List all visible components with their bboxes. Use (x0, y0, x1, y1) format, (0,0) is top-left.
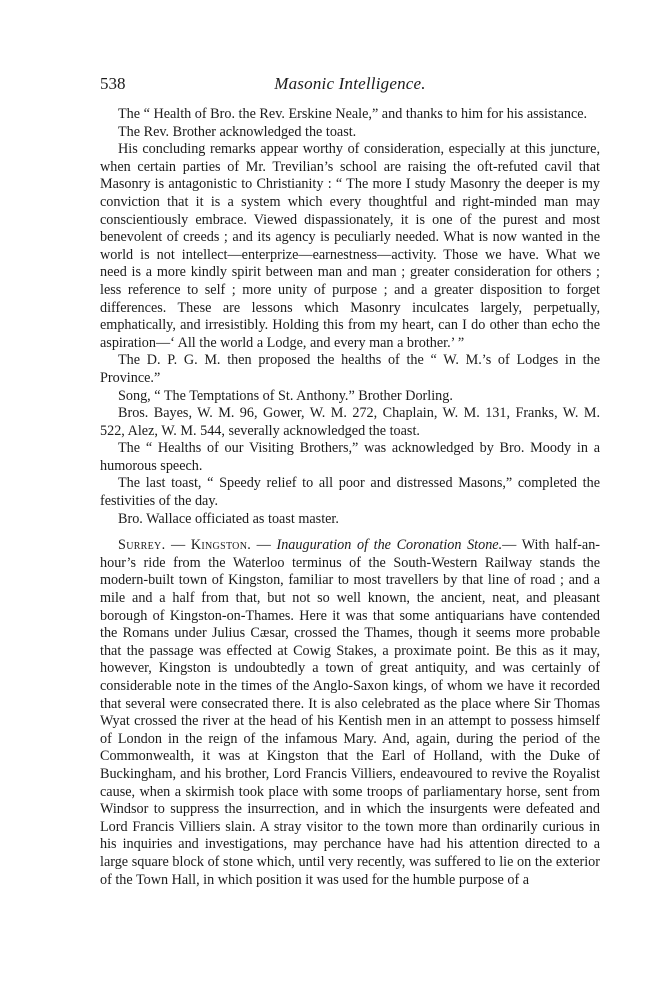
paragraph-concluding-remarks: His concluding remarks appear worthy of consideration, especially at this juncture, when certain parties of Mr. Trevilian’s school are raising the oft-refuted cavil that Masonry is antagonistic to Christianity : “ The more I study Masonry the deeper is my conviction that it is a system which every thoughtful and right-minded man may conscientiously embrace. Viewed dispassionately, it is one of the purest and most benevolent of creeds ; and its agency is peculiarly needed. What is now wanted in the world is not intellect—enterprize—earnestness—activity. Those we have. What we need is a more kindly spirit between man and man ; greater consideration for others ; less reference to self ; more unity of purpose ; and a greater disposition to forget differences. These are lessons which Masonry inculcates largely, perpetually, emphatically, and irresistibly. Holding this from my heart, can I do other than echo the aspiration—‘ All the world a Lodge, and every man a brother.’ ” (100, 141, 600, 351)
paragraph-acknowledged: The Rev. Brother acknowledged the toast. (118, 123, 357, 140)
page-header (100, 74, 600, 98)
section-dash-1: — (165, 537, 191, 554)
paragraph-bros-toast: Bros. Bayes, W. M. 96, Gower, W. M. 272, Chaplain, W. M. 131, Franks, W. M. 522, Alez, W. M. 544, severally acknowledged the toast. (100, 405, 600, 439)
section-dash-3: — (502, 537, 522, 554)
paragraph-visiting-brothers: The “ Healths of our Visiting Brothers,” was acknowledged by Bro. Moody in a humorous speech. (100, 440, 600, 474)
paragraph-health-toast: The “ Health of Bro. the Rev. Erskine Neale,” and thanks to him for his assistance. (118, 106, 588, 122)
paragraph-song: Song, “ The Temptations of St. Anthony.” Brother Dorling. (118, 387, 453, 404)
section-heading: Inauguration of the Coronation Stone. (276, 537, 503, 554)
running-title: Masonic Intelligence. (274, 74, 426, 93)
page-number: 538 (100, 74, 126, 93)
section-body: With half-an-hour’s ride from the Waterloo terminus of the South-Western Railway stands the modern-built town of Kingston, familiar to most travellers by that line of road ; and a mile and a half from that, but not so well known, the ancient, neat, and pleasant borough of Kingston-on-Thames. Here it was that some antiquarians have contended the Romans under Julius Cæsar, crossed the Thames, though it seems more probable that the passage was effected at Cowig Stakes, a proximate point. Be this as it may, however, Kingston is undoubtedly a town of great antiquity, and was certainly of considerable note in the times of the Anglo-Saxon kings, of whom we have it recorded that several were consecrated there. It is also celebrated as the place where Sir Thomas Wyat crossed the river at the head of his Kentish men in an attempt to possess himself of London in the reign of the infamous Mary. And, again, during the period of the Commonwealth, it was at Kingston that the Earl of Holland, with the Duke of Buckingham, and his brother, Lord Francis Villiers, endeavoured to revive the Royalist cause, when a skirmish took place with some troops of parliamentary horse, sent from Windsor to suppress the insurrection, and in which the insurgents were defeated and Lord Francis Villiers slain. A stray visitor to the town more than ordinarily curious in his inquiries and investigations, may perchance have had his attention directed to a large square block of stone which, until very recently, was suffered to lie on the exterior of the Town Hall, in which position it was used for the humble purpose of a (100, 537, 601, 888)
section-county: Surrey. (118, 537, 166, 554)
paragraph-last-toast: The last toast, “ Speedy relief to all poor and distressed Masons,” completed the festivities of the day. (100, 475, 600, 510)
paragraph-dpgm-toast: The D. P. G. M. then proposed the healths of the “ W. M.’s of Lodges in the Province.” (100, 352, 600, 386)
section-town: Kingston. (190, 537, 252, 554)
paragraph-surrey-kingston (100, 537, 600, 889)
section-dash-2: — (251, 537, 277, 554)
article-body (100, 106, 600, 889)
paragraph-toast-master: Bro. Wallace officiated as toast master. (118, 510, 339, 527)
